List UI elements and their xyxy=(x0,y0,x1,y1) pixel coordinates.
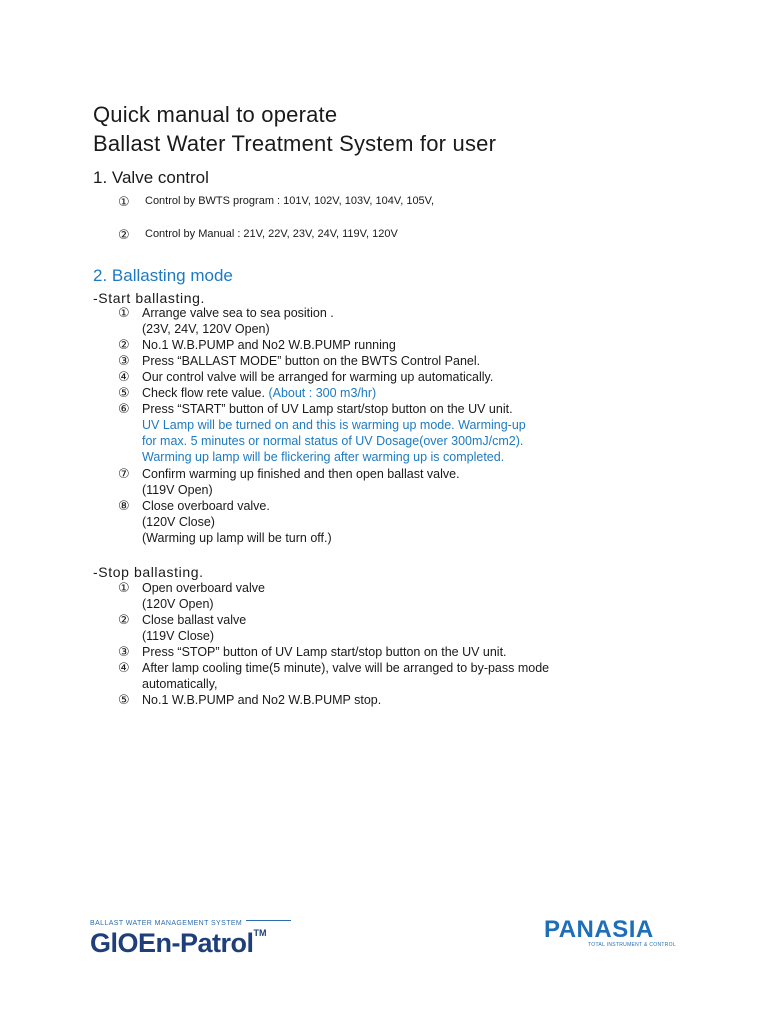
step-text: (23V, 24V, 120V Open) xyxy=(142,322,270,336)
step-number: ⑤ xyxy=(118,692,130,707)
company-name: PANASIA xyxy=(544,916,654,943)
panasia-logo xyxy=(544,916,676,948)
step-number: ① xyxy=(118,305,130,320)
step-text: (120V Open) xyxy=(142,597,214,611)
gloen-patrol-logo xyxy=(90,912,291,959)
step-text: Press “BALLAST MODE” button on the BWTS Control Panel. xyxy=(142,354,481,368)
step-number: ⑦ xyxy=(118,466,130,481)
step-number: ③ xyxy=(118,353,130,368)
step-text: Arrange valve sea to sea position . xyxy=(142,306,334,320)
stop-ballasting-label: -Stop ballasting. xyxy=(93,564,204,580)
step-text: (Warming up lamp will be turn off.) xyxy=(142,531,332,545)
step-text: Our control valve will be arranged for warming up automatically. xyxy=(142,370,494,384)
start-ballasting-label: -Start ballasting. xyxy=(93,290,205,306)
step-number: ① xyxy=(118,580,130,595)
step-text: No.1 W.B.PUMP and No2 W.B.PUMP running xyxy=(142,338,396,352)
item-number: ② xyxy=(118,227,130,242)
trademark-mark: TM xyxy=(253,928,267,938)
step-text: Press “STOP” button of UV Lamp start/stop button on the UV unit. xyxy=(142,645,507,659)
title-line-2: Ballast Water Treatment System for user xyxy=(93,131,497,156)
step-text: Open overboard valve xyxy=(142,581,265,595)
step-text: Press “START” button of UV Lamp start/stop button on the UV unit. xyxy=(142,402,513,416)
section-heading-ballasting-mode: 2. Ballasting mode xyxy=(93,266,233,285)
tagline-rule xyxy=(246,920,291,921)
section-heading-valve-control: 1. Valve control xyxy=(93,168,209,187)
valve-control-item: Control by Manual : 21V, 22V, 23V, 24V, 119V, 120V xyxy=(145,228,398,240)
warming-note: UV Lamp will be turned on and this is warming up mode. Warming-up xyxy=(142,418,526,432)
warming-note: Warming up lamp will be flickering after warming up is completed. xyxy=(142,450,505,464)
step-number: ② xyxy=(118,612,130,627)
step-text: (120V Close) xyxy=(142,515,215,529)
step-number: ④ xyxy=(118,660,130,675)
step-number: ④ xyxy=(118,369,130,384)
title-line-1: Quick manual to operate xyxy=(93,102,338,127)
step-number: ③ xyxy=(118,644,130,659)
step-text: automatically, xyxy=(142,677,218,691)
step-number: ⑤ xyxy=(118,385,130,400)
warming-note: for max. 5 minutes or normal status of UV Dosage(over 300mJ/cm2). xyxy=(142,434,524,448)
step-number: ② xyxy=(118,337,130,352)
step-text: Close overboard valve. xyxy=(142,499,270,513)
flow-rate-note: (About : 300 m3/hr) xyxy=(268,386,377,400)
step-text xyxy=(142,386,376,400)
company-tagline: TOTAL INSTRUMENT & CONTROL xyxy=(588,942,676,948)
step-number: ⑥ xyxy=(118,401,130,416)
step-text: No.1 W.B.PUMP and No2 W.B.PUMP stop. xyxy=(142,693,382,707)
step-text: After lamp cooling time(5 minute), valve will be arranged to by-pass mode xyxy=(142,661,550,675)
system-tagline: BALLAST WATER MANAGEMENT SYSTEM xyxy=(90,920,243,927)
product-name: GlOEn-Patrol xyxy=(90,928,254,958)
item-number: ① xyxy=(118,194,130,209)
step-text: Confirm warming up finished and then open ballast valve. xyxy=(142,467,460,481)
step-text: (119V Open) xyxy=(142,483,213,497)
step-text: Close ballast valve xyxy=(142,613,247,627)
step-text-main: Check flow rete value. xyxy=(142,386,269,400)
step-text: (119V Close) xyxy=(142,629,215,643)
step-number: ⑧ xyxy=(118,498,130,513)
valve-control-item: Control by BWTS program : 101V, 102V, 103V, 104V, 105V, xyxy=(145,195,435,207)
